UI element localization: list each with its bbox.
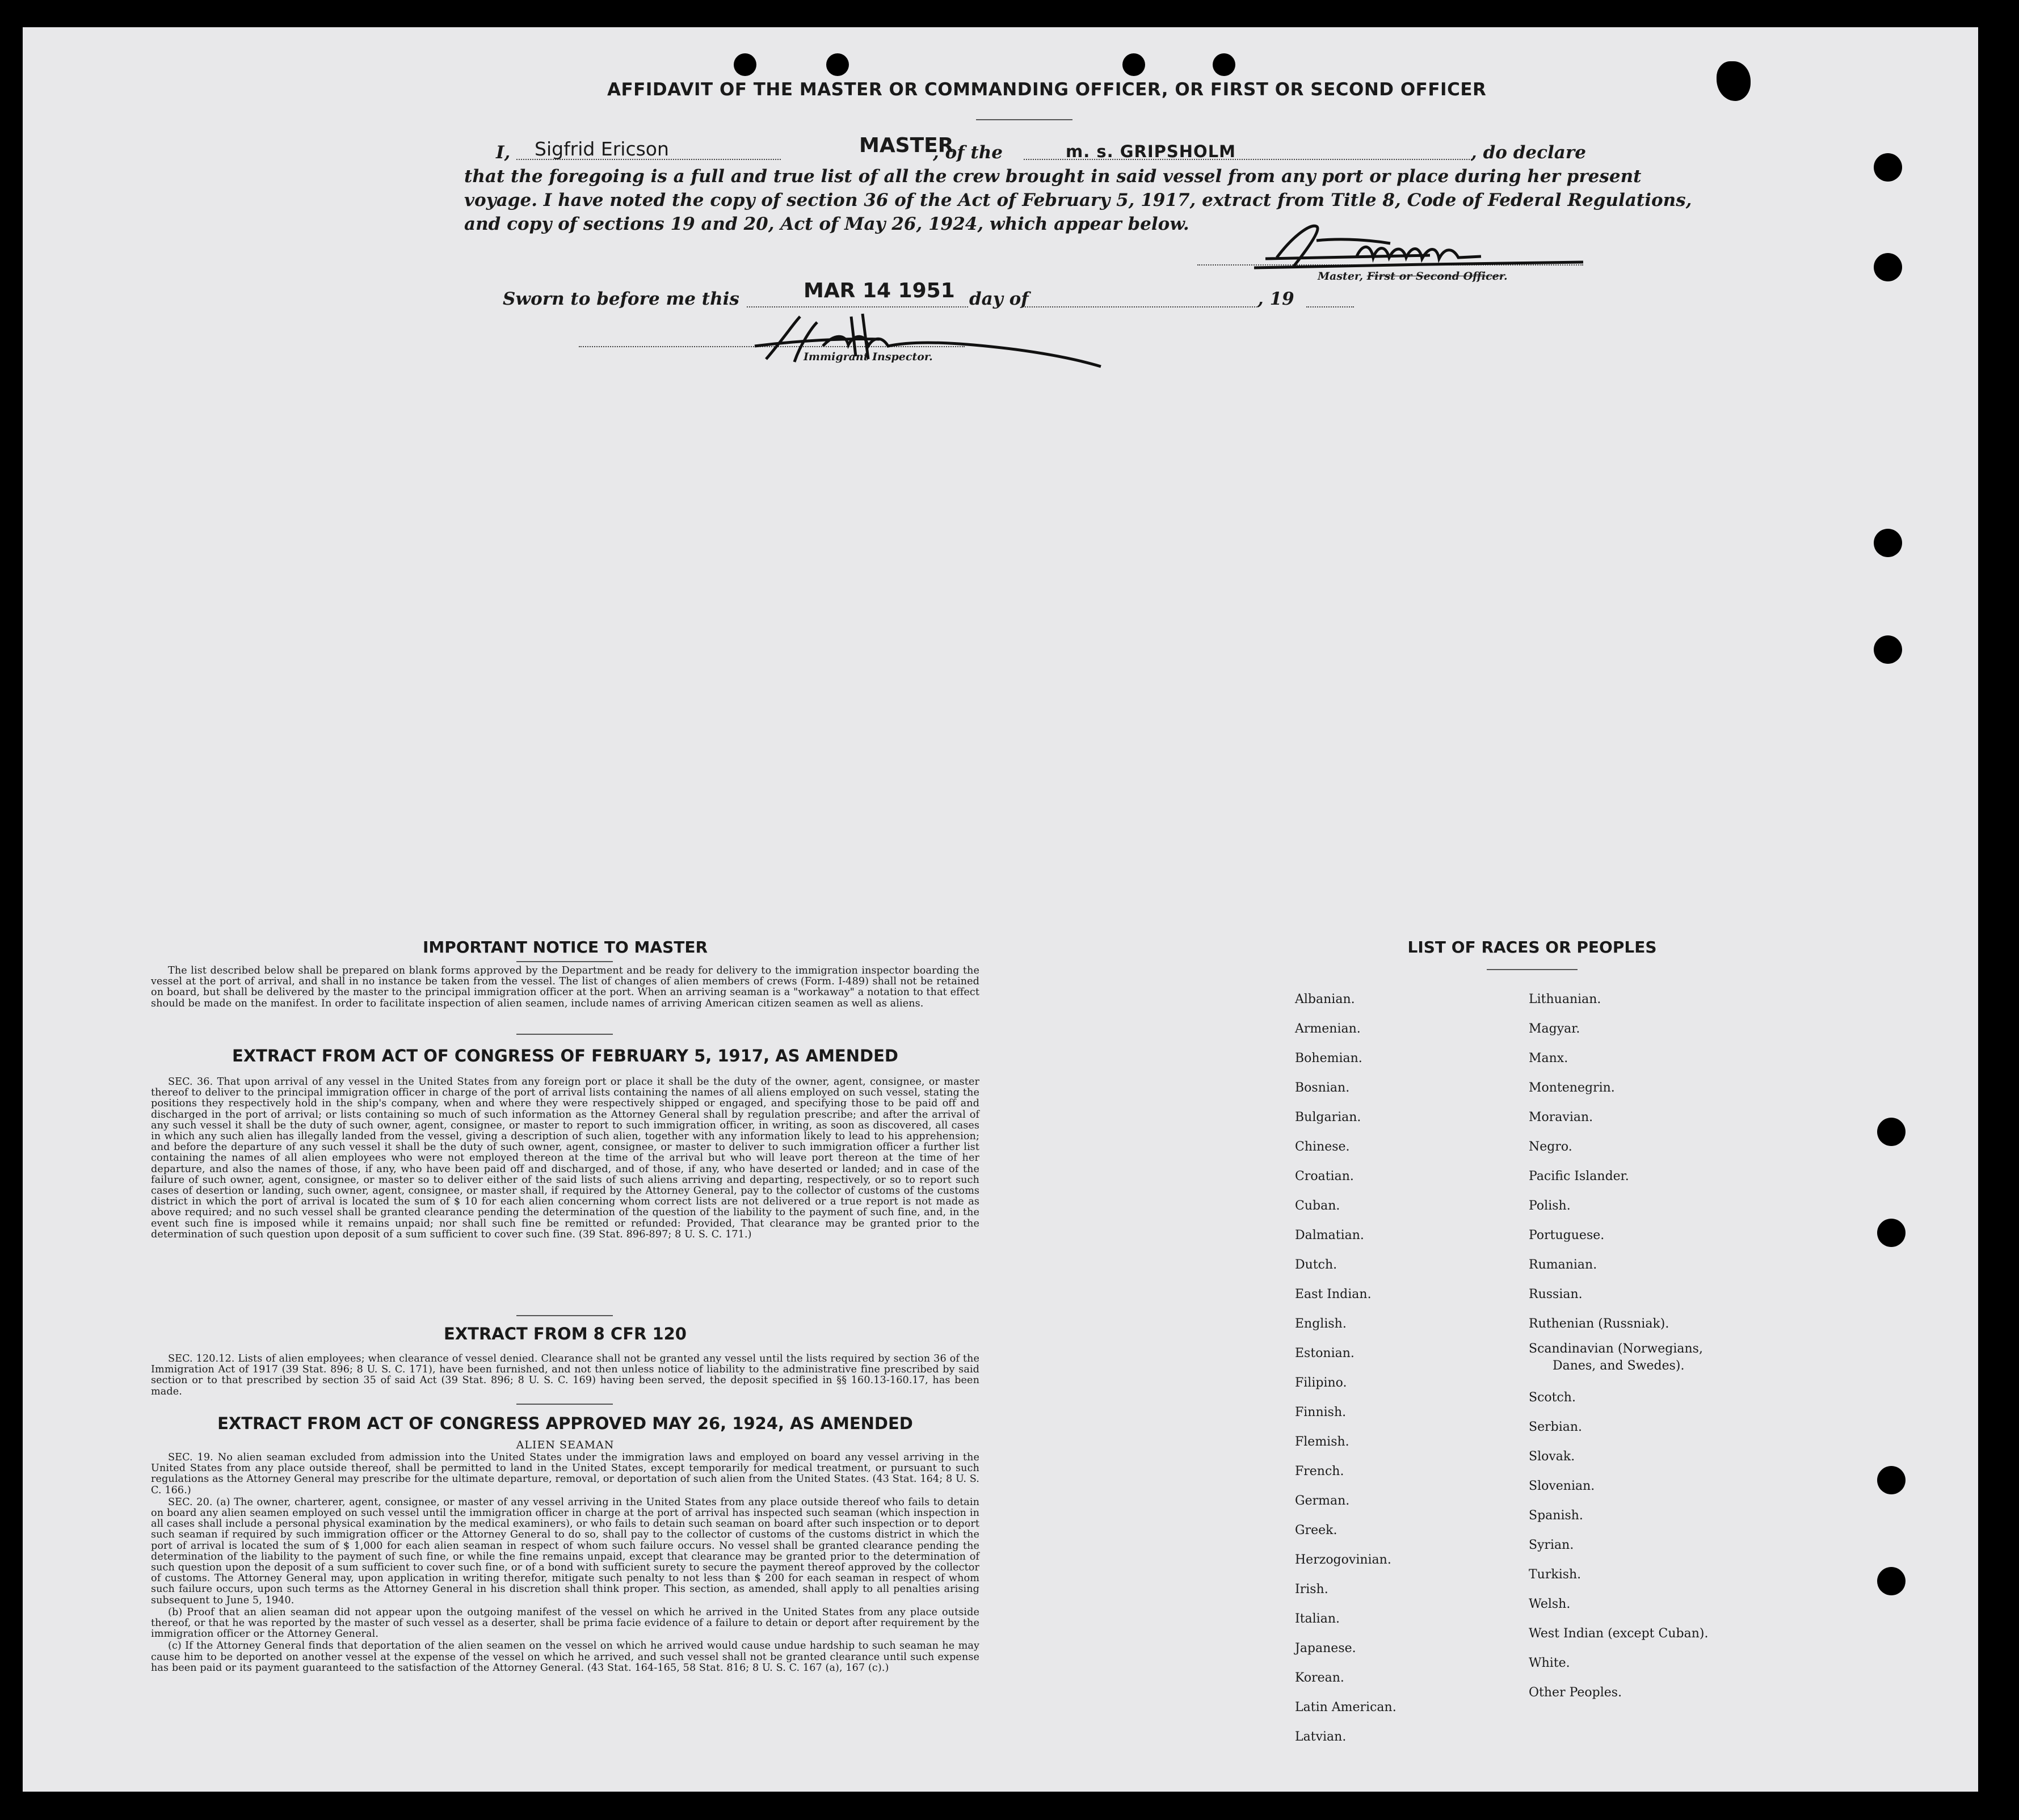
race-item: Slovenian. xyxy=(1529,1479,1595,1493)
divider xyxy=(1487,969,1578,970)
race-item: Latvian. xyxy=(1295,1730,1347,1744)
race-item: Spanish. xyxy=(1529,1509,1583,1523)
year-underline xyxy=(1306,306,1354,307)
affidavit-i: I, xyxy=(496,142,511,163)
race-item-line: Danes, and Swedes). xyxy=(1553,1359,1685,1373)
race-item: Albanian. xyxy=(1295,992,1355,1006)
race-item: Greek. xyxy=(1295,1523,1337,1537)
officer-label-struck: First or Second Officer xyxy=(1366,270,1504,283)
extract-1924-heading: EXTRACT FROM ACT OF CONGRESS APPROVED MAY 26, 1924, AS AMENDED xyxy=(217,1414,913,1433)
punch-hole xyxy=(1874,635,1902,664)
race-item: Bosnian. xyxy=(1295,1081,1350,1095)
race-item: Japanese. xyxy=(1295,1641,1356,1655)
punch-hole xyxy=(1717,61,1751,101)
races-left-column xyxy=(1295,985,1397,1752)
race-item: Italian. xyxy=(1295,1612,1340,1626)
race-item: Latin American. xyxy=(1295,1700,1397,1714)
sec-36-paragraph: SEC. 36. That upon arrival of any vessel in the United States from any foreign port or place it shall be the duty of the owner, agent, consignee, or master thereof to deliver to the principal immigration officer in charge of the port of arrival lists containing the names of all aliens employed on such vessel, stating the positions they respectively hold in the ship's company, when and where they were respectively shipped or engaged, and specifying those to be paid off and discharged in the port of arrival; or lists containing so much of such information as the Attorney General shall by regulation prescribe; and after the arrival of any such vessel it shall be the duty of such owner, agent, consignee, or master to report to such immigration officer, in writing, as soon as discovered, all cases in which any such alien has illegally landed from the vessel, giving a description of such alien, together with any information likely to lead to his apprehension; and before the departure of any such vessel it shall be the duty of such owner, agent, consignee, or master to deliver to such immigration officer a further list containing the names of all alien employees who were not employed thereon at the time of the arrival but who will leave port thereon at the time of her departure, and also the names of those, if any, who have been paid off and discharged, and of those, if any, who have deserted or landed; and in case of the failure of such owner, agent, consignee, or master so to deliver either of the said lists of such aliens arriving and departing, respectively, or so to report such cases of desertion or landing, such owner, agent, consignee, or master shall, if required by the Attorney General, pay to the collector of customs of the customs district in which the port of arrival is located the sum of $ 10 for each alien concerning whom correct lists are not delivered or a true report is not made as above required; and no such vessel shall be granted clearance pending the determination of the question of the liability to the payment of such fine, and, in the event such fine is imposed while it remains unpaid; nor shall such fine be remitted or refunded: Provided, That clearance may be granted prior to the determination of such question upon deposit of a sum sufficient to cover such fine. (39 Stat. 896-897; 8 U. S. C. 171.) xyxy=(151,1076,979,1240)
notice-heading: IMPORTANT NOTICE TO MASTER xyxy=(422,938,708,957)
notice-text xyxy=(151,966,979,1010)
race-item: Bulgarian. xyxy=(1295,1110,1361,1124)
race-item: Lithuanian. xyxy=(1529,992,1601,1006)
race-item: Slovak. xyxy=(1529,1450,1575,1464)
year-label: , 19 xyxy=(1257,289,1294,309)
race-item: French. xyxy=(1295,1464,1344,1478)
affidavit-line-3: voyage. I have noted the copy of section 36 of the Act of February 5, 1917, extract from Title 8, Code of Federal Regulations, xyxy=(464,190,1692,210)
race-item: Syrian. xyxy=(1529,1538,1574,1552)
divider xyxy=(516,1404,613,1405)
race-item: Dutch. xyxy=(1295,1258,1337,1272)
divider xyxy=(976,119,1072,120)
race-item: Polish. xyxy=(1529,1199,1571,1213)
extract-1924-text xyxy=(151,1452,979,1675)
race-item: Filipino. xyxy=(1295,1376,1347,1390)
master-name: Sigfrid Ericson xyxy=(535,138,669,160)
extract-1917-heading: EXTRACT FROM ACT OF CONGRESS OF FEBRUARY 5, 1917, AS AMENDED xyxy=(232,1046,898,1065)
races-heading: LIST OF RACES OR PEOPLES xyxy=(1407,938,1657,957)
cfr-heading: EXTRACT FROM 8 CFR 120 xyxy=(444,1324,687,1343)
affidavit-line-4: and copy of sections 19 and 20, Act of May 26, 1924, which appear below. xyxy=(464,214,1189,234)
punch-hole xyxy=(1874,153,1902,182)
race-item: Flemish. xyxy=(1295,1435,1349,1449)
race-item: Herzogovinian. xyxy=(1295,1553,1391,1567)
race-item: Montenegrin. xyxy=(1529,1081,1615,1095)
race-item: Croatian. xyxy=(1295,1169,1354,1183)
sworn-label: Sworn to before me this xyxy=(503,289,739,309)
punch-hole xyxy=(734,53,756,76)
sec-19-paragraph: SEC. 19. No alien seaman excluded from admission into the United States under the immigration laws and employed on board any vessel arriving in the United States from any place outside thereof, shall be permitted to land in the United States, except temporarily for medical treatment, or pursuant to such regulations as the Attorney General may prescribe for the ultimate departure, removal, or deportation of such alien from the United States. (43 Stat. 164; 8 U. S. C. 166.) xyxy=(151,1452,979,1496)
notice-paragraph: The list described below shall be prepared on blank forms approved by the Department and be ready for delivery to the immigration inspector boarding the vessel at the port of arrival, and shall in no instance be taken from the vessel. The list of changes of alien members of crews (Form. I-489) shall not be retained on board, but shall be delivered by the master to the principal immigration officer at the port. When an arriving seaman is a "workaway" a notation to that effect should be made on the manifest. In order to facilitate inspection of alien seamen, include names of arriving American citizen seamen as well as aliens. xyxy=(151,965,979,1009)
inspector-label: Immigrant Inspector. xyxy=(804,351,933,363)
race-item: English. xyxy=(1295,1317,1347,1331)
race-item: Pacific Islander. xyxy=(1529,1169,1629,1183)
race-item: West Indian (except Cuban). xyxy=(1529,1627,1709,1641)
punch-hole xyxy=(826,53,849,76)
master-title: MASTER xyxy=(859,134,954,157)
inspector-signature xyxy=(732,305,1129,379)
sec-120-12-paragraph: SEC. 120.12. Lists of alien employees; when clearance of vessel denied. Clearance shall not be granted any vessel until the lists required by section 36 of the Immigration Act of 1917 (39 Stat. 896; 8 U. S. C. 171), have been furnished, and not then unless notice of liability to the administrative fine prescribed by said section or to that prescribed by section 35 of said Act (39 Stat. 896; 8 U. S. C. 169) having been served, the deposit specified in §§ 160.13-160.17, has been made. xyxy=(151,1353,979,1397)
race-item: Estonian. xyxy=(1295,1346,1355,1360)
cfr-text xyxy=(151,1354,979,1398)
race-item: Scotch. xyxy=(1529,1391,1576,1405)
divider xyxy=(516,1315,613,1316)
sec-20c-paragraph: (c) If the Attorney General finds that deportation of the alien seamen on the vessel on which he arrived would cause undue hardship to such seaman he may cause him to be deported on another vessel at the expense of the vessel on which he arrived, and such vessel shall not be granted clearance until such expense has been paid or its payment guaranteed to the satisfaction of the Attorney General. (43 Stat. 164-165, 58 Stat. 816; 8 U. S. C. 167 (a), 167 (c).) xyxy=(151,1640,979,1674)
race-item: Rumanian. xyxy=(1529,1258,1597,1272)
race-item: Irish. xyxy=(1295,1582,1328,1596)
vessel-name: m. s. GRIPSHOLM xyxy=(1066,142,1236,161)
divider xyxy=(516,961,613,962)
master-label-period: . xyxy=(1504,270,1508,283)
race-item: Dalmatian. xyxy=(1295,1228,1364,1242)
race-item: Turkish. xyxy=(1529,1568,1581,1582)
race-item: Portuguese. xyxy=(1529,1228,1605,1242)
punch-hole xyxy=(1877,1567,1906,1595)
document-page xyxy=(23,27,1978,1792)
of-the-label: , of the xyxy=(933,142,1003,163)
do-declare-label: , do declare xyxy=(1471,142,1586,163)
race-item: Moravian. xyxy=(1529,1110,1593,1124)
race-item: Korean. xyxy=(1295,1671,1344,1685)
punch-hole xyxy=(1874,253,1902,281)
races-right-column xyxy=(1529,985,1744,1708)
sec-20b-paragraph: (b) Proof that an alien seaman did not appear upon the outgoing manifest of the vessel on which he arrived in the United States from any place outside thereof, or that he was reported by the master of such vessel as a deserter, shall be prima facie evidence of a failure to detain or deport after requirement by the immigration officer or the Attorney General. xyxy=(151,1606,979,1640)
race-item: Bohemian. xyxy=(1295,1051,1362,1065)
race-item: Finnish. xyxy=(1295,1405,1347,1419)
master-label-text: Master, xyxy=(1318,270,1367,283)
race-item: Ruthenian (Russniak). xyxy=(1529,1317,1669,1331)
race-item: Negro. xyxy=(1529,1140,1572,1154)
punch-hole xyxy=(1874,529,1902,557)
sec-20a-paragraph: SEC. 20. (a) The owner, charterer, agent, consignee, or master of any vessel arriving in the United States from any place outside thereof who fails to detain on board any alien seamen employed on such vessel until the immigration officer in charge at the port of arrival has inspected such seaman (which inspection in all cases shall include a personal physical examination by the medical examiners), or who fails to detain such seaman on board after such inspection or to deport such seaman if required by such immigration officer or the Attorney General to do so, shall pay to the collector of customs of the customs district in which the port of arrival is located the sum of $ 1,000 for each alien seaman in respect of whom such failure occurs. No vessel shall be granted clearance pending the determination of the liability to the payment of such fine, or while the fine remains unpaid, except that clearance may be granted prior to the determination of such question upon the deposit of a sum sufficient to cover such fine, or of a bond with sufficient surety to secure the payment thereof approved by the collector of customs. The Attorney General may, upon application in writing therefor, mitigate such penalty to not less than $ 200 for each seaman in respect of whom such failure occurs, upon such terms as the Attorney General in his discretion shall think proper. This section, as amended, shall apply to all penalties arising subsequent to June 5, 1940. xyxy=(151,1496,979,1606)
alien-seaman-subheading: ALIEN SEAMAN xyxy=(516,1439,615,1451)
race-item: Serbian. xyxy=(1529,1420,1583,1434)
punch-hole xyxy=(1877,1118,1906,1146)
extract-1917-text xyxy=(151,1077,979,1241)
punch-hole xyxy=(1213,53,1235,76)
race-item-line: Scandinavian (Norwegians, xyxy=(1529,1342,1703,1356)
race-item: Cuban. xyxy=(1295,1199,1340,1213)
affidavit-line-2: that the foregoing is a full and true list of all the crew brought in said vessel from any port or place during her present xyxy=(464,166,1642,187)
punch-hole xyxy=(1122,53,1145,76)
race-item: German. xyxy=(1295,1494,1350,1508)
race-item: Chinese. xyxy=(1295,1140,1350,1154)
punch-hole xyxy=(1877,1466,1906,1494)
affidavit-heading: AFFIDAVIT OF THE MASTER OR COMMANDING OFFICER, OR FIRST OR SECOND OFFICER xyxy=(607,79,1487,100)
race-item: East Indian. xyxy=(1295,1287,1372,1301)
divider xyxy=(516,1034,613,1035)
day-of-label: day of xyxy=(969,289,1029,309)
race-item: Magyar. xyxy=(1529,1022,1580,1036)
sworn-date-stamp: MAR 14 1951 xyxy=(804,279,955,302)
affidavit-line-1 xyxy=(464,134,1586,165)
race-item: Armenian. xyxy=(1295,1022,1361,1036)
race-item: Manx. xyxy=(1529,1051,1568,1065)
punch-hole xyxy=(1877,1219,1906,1247)
race-item xyxy=(1529,1339,1744,1383)
race-item: Welsh. xyxy=(1529,1597,1571,1611)
race-item: Other Peoples. xyxy=(1529,1686,1622,1700)
race-item: Russian. xyxy=(1529,1287,1583,1301)
race-item: White. xyxy=(1529,1656,1570,1670)
master-label xyxy=(1318,270,1508,283)
